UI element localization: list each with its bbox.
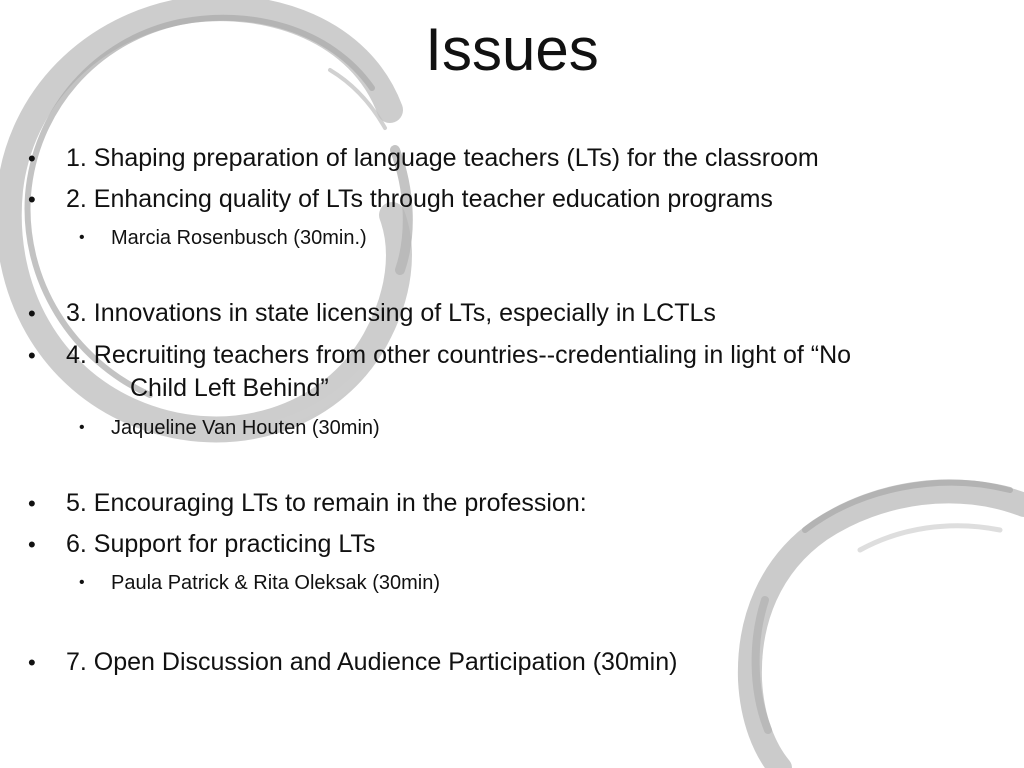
list-item-text: 7. Open Discussion and Audience Participation (30min)	[66, 648, 678, 676]
list-item-text: Marcia Rosenbusch (30min.)	[111, 227, 367, 249]
list-item-text: 2. Enhancing quality of LTs through teacher education programs	[66, 185, 773, 213]
list-item	[28, 297, 986, 330]
list-item	[28, 183, 986, 216]
list-item-text: 3. Innovations in state licensing of LTs, especially in LCTLs	[66, 299, 716, 327]
list-item-text: 1. Shaping preparation of language teachers (LTs) for the classroom	[66, 144, 819, 172]
bullet-icon: •	[28, 491, 36, 516]
sub-list-item	[79, 224, 971, 252]
list-item-text-continued: Child Left Behind”	[130, 374, 329, 402]
bullet-icon: •	[28, 187, 36, 212]
list-item	[28, 339, 986, 405]
bullet-icon: •	[28, 343, 36, 368]
bullet-icon: •	[79, 574, 85, 591]
sub-list-item	[79, 414, 971, 442]
bullet-icon: •	[28, 146, 36, 171]
bullet-icon: •	[79, 229, 85, 246]
list-item	[28, 646, 986, 679]
list-item	[28, 528, 986, 561]
list-item-text: Paula Patrick & Rita Oleksak (30min)	[111, 572, 441, 594]
list-item-text: 6. Support for practicing LTs	[66, 530, 376, 558]
bullet-icon: •	[28, 532, 36, 557]
slide-title: Issues	[425, 16, 599, 83]
bullet-icon: •	[79, 419, 85, 436]
list-item-text: 5. Encouraging LTs to remain in the profession:	[66, 489, 587, 517]
bullet-icon: •	[28, 650, 36, 675]
sub-list-item	[79, 569, 971, 597]
list-item-text: 4. Recruiting teachers from other countries--credentialing in light of “No	[66, 341, 852, 369]
list-item-text: Jaqueline Van Houten (30min)	[111, 417, 380, 439]
list-item	[28, 142, 986, 175]
list-item	[28, 487, 986, 520]
bullet-icon: •	[28, 301, 36, 326]
